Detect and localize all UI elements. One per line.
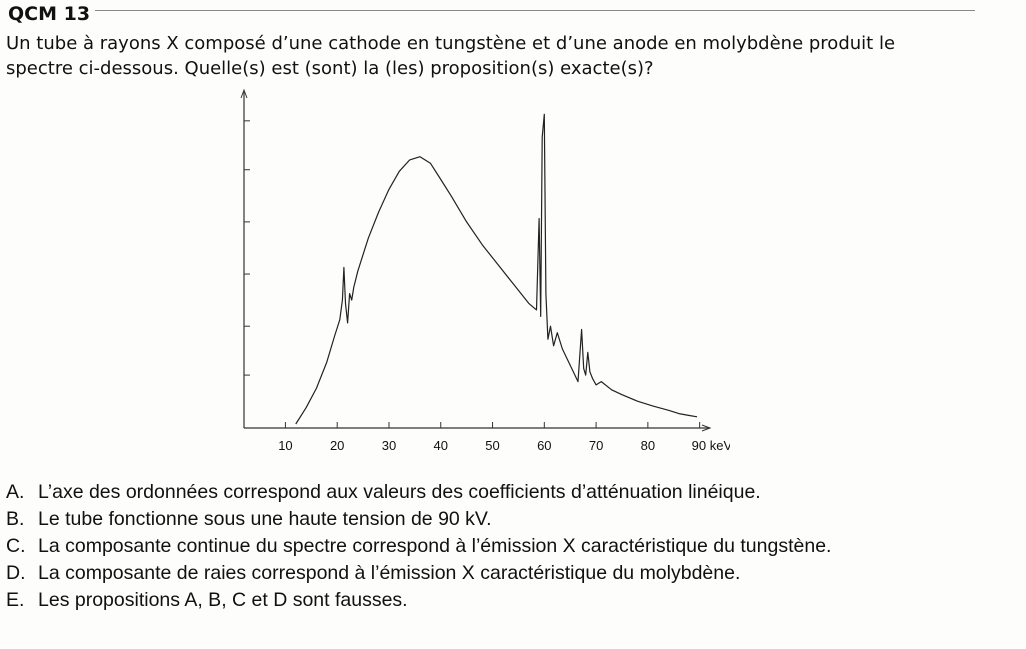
answer-text: La composante continue du spectre correspond à l’émission X caractéristique du tungstène.	[38, 535, 832, 557]
title-divider	[95, 10, 975, 11]
x-tick-label: 20	[329, 438, 345, 453]
answer-list	[6, 479, 1006, 614]
answer-letter: B.	[6, 508, 25, 530]
chart-ticks	[244, 121, 730, 453]
spectrum-line	[296, 114, 697, 424]
x-tick-label: 50	[485, 438, 500, 453]
spectrum-svg	[230, 88, 730, 473]
x-tick-label: 10	[278, 438, 293, 453]
answer-letter: E.	[6, 589, 25, 611]
answer-c[interactable]	[6, 533, 1006, 560]
question-title: QCM 13	[8, 3, 91, 25]
answer-a[interactable]	[6, 479, 1006, 506]
question-text	[6, 31, 974, 81]
answer-text: L’axe des ordonnées correspond aux valeurs des coefficients d’atténuation linéique.	[38, 481, 761, 503]
x-tick-label: 90 keV	[691, 438, 730, 453]
x-tick-label: 40	[433, 438, 448, 453]
answer-letter: C.	[6, 535, 26, 557]
answer-letter: D.	[6, 562, 26, 584]
answer-e[interactable]	[6, 587, 1006, 614]
x-tick-label: 70	[588, 438, 604, 453]
chart-marks	[296, 114, 697, 424]
answer-text: Les propositions A, B, C et D sont fausses.	[38, 589, 408, 611]
answer-text: La composante de raies correspond à l’émission X caractéristique du molybdène.	[38, 562, 741, 584]
answer-b[interactable]	[6, 506, 1006, 533]
x-tick-label: 80	[640, 438, 656, 453]
answer-letter: A.	[6, 481, 25, 503]
answer-d[interactable]	[6, 560, 1006, 587]
question-line-1: Un tube à rayons X composé d’une cathode en tungstène et d’une anode en molybdène produit le	[6, 33, 896, 54]
x-tick-label: 30	[381, 438, 397, 453]
x-tick-label: 60	[537, 438, 552, 453]
answer-text: Le tube fonctionne sous une haute tension de 90 kV.	[38, 508, 492, 530]
chart-axes	[241, 90, 710, 431]
question-line-2: spectre ci-dessous. Quelle(s) est (sont) la (les) proposition(s) exacte(s)?	[6, 58, 654, 79]
spectrum-chart	[230, 88, 730, 477]
